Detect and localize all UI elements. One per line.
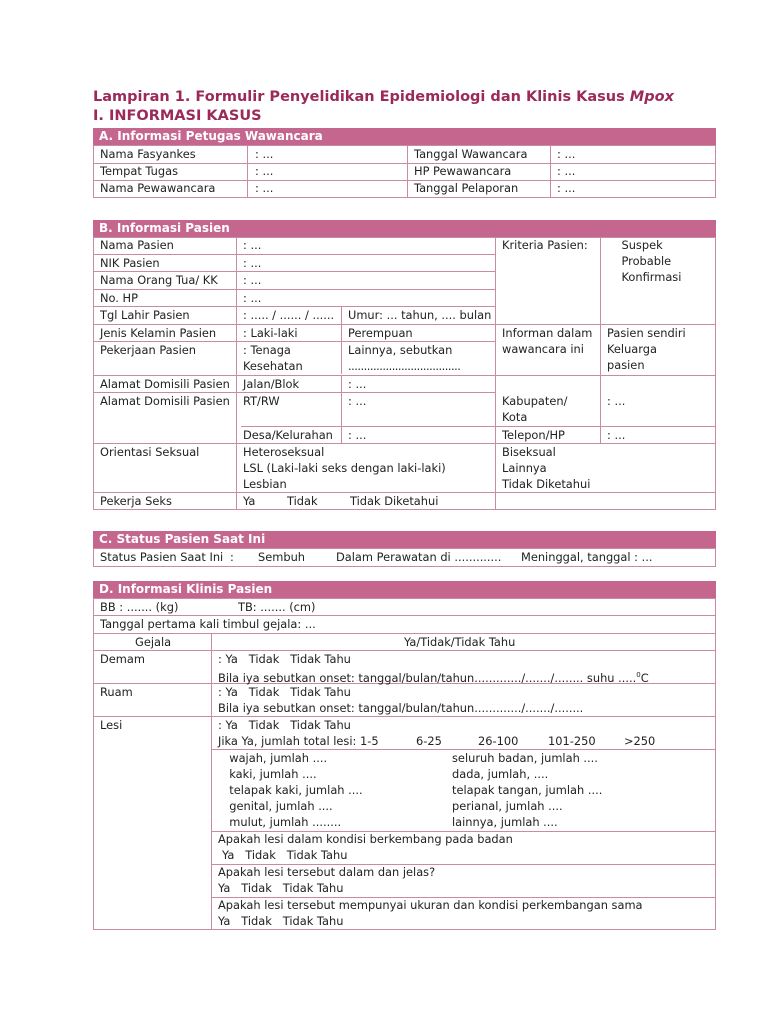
- question-lesi-dalam-jelas: Apakah lesi tersebut dalam dan jelas?: [218, 865, 436, 879]
- section-title: I. INFORMASI KASUS: [93, 108, 262, 124]
- option-lesi-perianal[interactable]: perianal, jumlah ....: [452, 799, 563, 813]
- option-lainnya-pekerjaan[interactable]: Lainnya, sebutkan: [348, 343, 453, 357]
- option-lesi-lainnya[interactable]: lainnya, jumlah ....: [452, 815, 558, 829]
- option-lesi-telapak-tangan[interactable]: telapak tangan, jumlah ....: [452, 783, 603, 797]
- ruam-onset[interactable]: Bila iya sebutkan onset: tanggal/bulan/tahun............./......./........: [218, 701, 584, 715]
- section-a-header: A. Informasi Petugas Wawancara: [93, 128, 716, 145]
- option-lesi-mulut[interactable]: mulut, jumlah ........: [229, 815, 342, 829]
- column-header-gejala: Gejala: [135, 635, 172, 649]
- demam-options: : Ya Tidak Tidak Tahu: [218, 652, 351, 666]
- option-konfirmasi[interactable]: Konfirmasi: [621, 270, 682, 284]
- label-hp-pewawancara: HP Pewawancara: [414, 164, 512, 178]
- value-nama-fasyankes[interactable]: : ...: [255, 147, 274, 161]
- value-no-hp[interactable]: : ...: [243, 291, 262, 305]
- label-jenis-kelamin: Jenis Kelamin Pasien: [100, 326, 217, 340]
- label-informan-1: Informan dalam: [502, 326, 593, 340]
- option-pekerja-seks-ya[interactable]: Ya: [243, 494, 256, 508]
- option-dalam-perawatan[interactable]: Dalam Perawatan di .............: [336, 550, 502, 564]
- option-lesi-wajah[interactable]: wajah, jumlah ....: [229, 751, 328, 765]
- option-lesi-badan[interactable]: seluruh badan, jumlah ....: [452, 751, 598, 765]
- label-orientasi-seksual: Orientasi Seksual: [100, 445, 200, 459]
- option-tidak-diketahui-orientasi[interactable]: Tidak Diketahui: [502, 477, 591, 491]
- document-title: Lampiran 1. Formulir Penyelidikan Epidemiologi dan Klinis Kasus Mpox: [93, 89, 674, 105]
- label-kota: Kota: [502, 410, 528, 424]
- answer-lesi-berkembang: Ya Tidak Tidak Tahu: [222, 848, 348, 862]
- value-tanggal-wawancara[interactable]: : ...: [557, 147, 576, 161]
- column-header-ytt: Ya/Tidak/Tidak Tahu: [404, 635, 516, 649]
- label-tgl-lahir: Tgl Lahir Pasien: [100, 308, 190, 322]
- value-tanggal-gejala[interactable]: Tanggal pertama kali timbul gejala: ...: [100, 617, 316, 631]
- section-b-header: B. Informasi Pasien: [93, 220, 716, 237]
- value-lainnya-pekerjaan[interactable]: ....................................: [348, 359, 461, 373]
- label-jika-ya-total-lesi: Jika Ya, jumlah total lesi:: [218, 734, 357, 748]
- label-status-pasien: Status Pasien Saat Ini: [100, 550, 224, 564]
- label-informan-2: wawancara ini: [502, 342, 584, 356]
- option-lainnya-orientasi[interactable]: Lainnya: [502, 461, 547, 475]
- value-tgl-lahir[interactable]: : ..... / ...... / ......: [243, 308, 335, 322]
- value-kabupaten-kota[interactable]: : ...: [607, 394, 626, 408]
- label-ruam: Ruam: [100, 685, 133, 699]
- label-no-hp: No. HP: [100, 291, 138, 305]
- option-laki-laki[interactable]: : Laki-laki: [243, 326, 298, 340]
- value-umur[interactable]: Umur: ... tahun, .... bulan: [348, 308, 492, 322]
- option-lesi-telapak-kaki[interactable]: telapak kaki, jumlah ....: [229, 783, 363, 797]
- label-pekerja-seks: Pekerja Seks: [100, 494, 172, 508]
- question-lesi-ukuran-sama: Apakah lesi tersebut mempunyai ukuran dan kondisi perkembangan sama: [218, 898, 643, 912]
- value-desa-kelurahan[interactable]: : ...: [348, 428, 367, 442]
- label-nama-pewawancara: Nama Pewawancara: [100, 181, 216, 195]
- option-probable[interactable]: Probable: [621, 254, 672, 268]
- label-telepon: Telepon/HP: [502, 428, 565, 442]
- option-lesbian[interactable]: Lesbian: [243, 477, 287, 491]
- label-desa-kelurahan: Desa/Kelurahan: [243, 428, 333, 442]
- label-kriteria-pasien: Kriteria Pasien:: [502, 238, 588, 252]
- option-meninggal[interactable]: Meninggal, tanggal : ...: [521, 550, 653, 564]
- value-rt-rw[interactable]: : ...: [348, 394, 367, 408]
- option-sembuh[interactable]: Sembuh: [258, 550, 306, 564]
- label-lesi: Lesi: [100, 718, 123, 732]
- section-c-header: C. Status Pasien Saat Ini: [93, 531, 716, 548]
- label-jalan-blok: Jalan/Blok: [243, 377, 300, 391]
- option-range-1-5[interactable]: 1-5: [360, 734, 379, 748]
- label-nama-fasyankes: Nama Fasyankes: [100, 147, 196, 161]
- option-tenaga-kesehatan-line2: Kesehatan: [243, 359, 303, 373]
- value-telepon[interactable]: : ...: [607, 428, 626, 442]
- label-nama-orang-tua: Nama Orang Tua/ KK: [100, 273, 218, 287]
- label-tanggal-pelaporan: Tanggal Pelaporan: [414, 181, 519, 195]
- value-nik-pasien[interactable]: : ...: [243, 256, 262, 270]
- value-hp-pewawancara[interactable]: : ...: [557, 164, 576, 178]
- value-tb[interactable]: TB: ....... (cm): [238, 600, 316, 614]
- label-demam: Demam: [100, 652, 145, 666]
- option-pekerja-seks-tidak-diketahui[interactable]: Tidak Diketahui: [350, 494, 439, 508]
- status-colon: :: [230, 550, 234, 564]
- label-alamat-domisili: Alamat Domisili Pasien: [100, 377, 230, 391]
- option-biseksual[interactable]: Biseksual: [502, 445, 556, 459]
- label-kabupaten: Kabupaten/: [502, 394, 568, 408]
- value-bb[interactable]: BB : ....... (kg): [100, 600, 179, 614]
- label-alamat-domisili-2: Alamat Domisili Pasien: [100, 394, 230, 408]
- option-pekerja-seks-tidak[interactable]: Tidak: [287, 494, 318, 508]
- value-nama-pewawancara[interactable]: : ...: [255, 181, 274, 195]
- value-tempat-tugas[interactable]: : ...: [255, 164, 274, 178]
- label-tanggal-wawancara: Tanggal Wawancara: [414, 147, 528, 161]
- option-pasien-sendiri[interactable]: Pasien sendiri: [607, 326, 686, 340]
- option-tenaga-kesehatan[interactable]: : Tenaga: [243, 343, 291, 357]
- option-suspek[interactable]: Suspek: [621, 238, 663, 252]
- option-range-101-250[interactable]: 101-250: [548, 734, 596, 748]
- answer-lesi-ukuran-sama: Ya Tidak Tidak Tahu: [218, 914, 344, 928]
- value-jalan-blok[interactable]: : ...: [348, 377, 367, 391]
- option-perempuan[interactable]: Perempuan: [348, 326, 413, 340]
- option-lesi-kaki[interactable]: kaki, jumlah ....: [229, 767, 317, 781]
- demam-onset[interactable]: Bila iya sebutkan onset: tanggal/bulan/tahun............./......./........ suhu .....$^0$C: [218, 670, 649, 685]
- ruam-options: : Ya Tidak Tidak Tahu: [218, 685, 351, 699]
- option-keluarga-line2: pasien: [607, 358, 645, 372]
- question-lesi-berkembang: Apakah lesi dalam kondisi berkembang pada badan: [218, 832, 513, 846]
- section-d-header: D. Informasi Klinis Pasien: [93, 581, 716, 598]
- option-heteroseksual[interactable]: Heteroseksual: [243, 445, 325, 459]
- label-nama-pasien: Nama Pasien: [100, 238, 174, 252]
- label-rt-rw: RT/RW: [243, 394, 280, 408]
- label-nik-pasien: NIK Pasien: [100, 256, 160, 270]
- option-lsl[interactable]: LSL (Laki-laki seks dengan laki-laki): [243, 461, 446, 475]
- option-range-250-plus[interactable]: >250: [624, 734, 656, 748]
- value-tanggal-pelaporan[interactable]: : ...: [557, 181, 576, 195]
- option-lesi-dada[interactable]: dada, jumlah, ....: [452, 767, 549, 781]
- lesi-options: : Ya Tidak Tidak Tahu: [218, 718, 351, 732]
- label-pekerjaan: Pekerjaan Pasien: [100, 343, 196, 357]
- option-keluarga[interactable]: Keluarga: [607, 342, 657, 356]
- value-nama-orang-tua[interactable]: : ...: [243, 273, 262, 287]
- answer-lesi-dalam-jelas: Ya Tidak Tidak Tahu: [218, 881, 344, 895]
- option-range-6-25[interactable]: 6-25: [416, 734, 442, 748]
- label-tempat-tugas: Tempat Tugas: [100, 164, 179, 178]
- option-range-26-100[interactable]: 26-100: [478, 734, 519, 748]
- value-nama-pasien[interactable]: : ...: [243, 238, 262, 252]
- option-lesi-genital[interactable]: genital, jumlah ....: [229, 799, 333, 813]
